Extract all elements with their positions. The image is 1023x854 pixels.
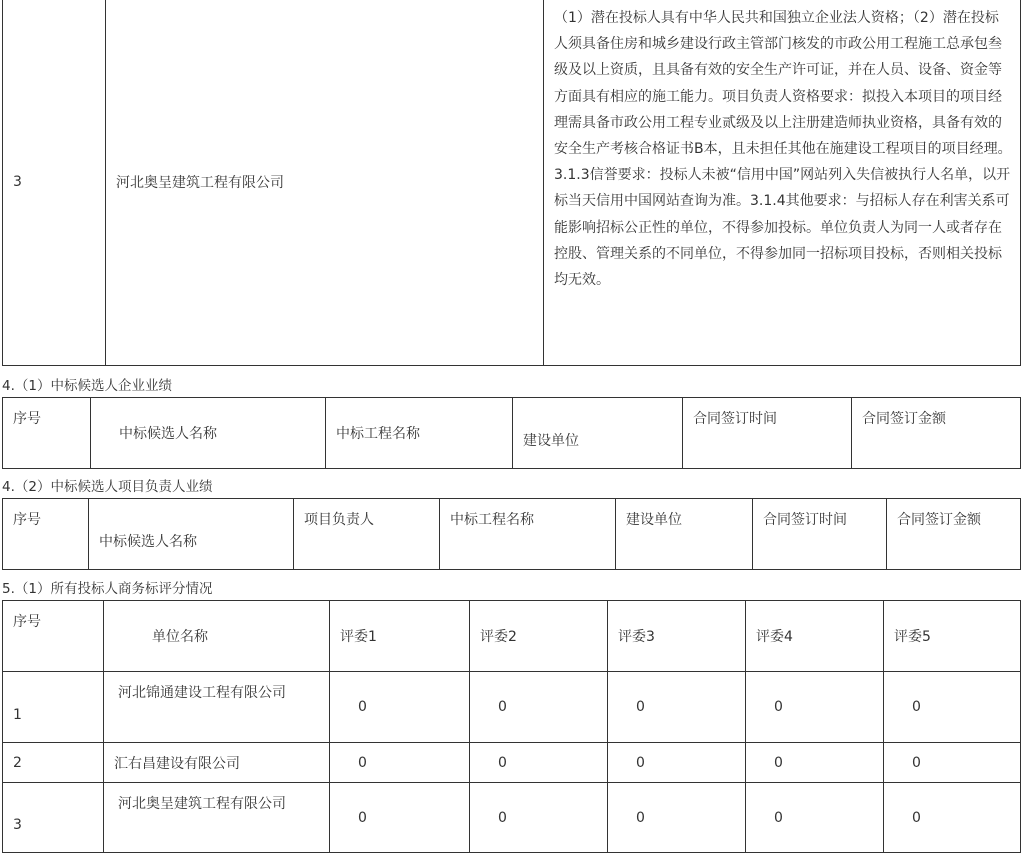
table-row (3, 0, 1021, 366)
table-row (3, 743, 1021, 783)
header-cell: 评委5 (884, 601, 1021, 672)
row-index: 1 (3, 672, 104, 743)
header-cell: 合同签订金额 (852, 398, 1021, 469)
header-cell: 项目负责人 (294, 499, 440, 570)
score-cell: 0 (884, 743, 1021, 783)
manager-performance-table (2, 498, 1021, 570)
header-cell: 评委2 (470, 601, 608, 672)
table-header-row (3, 398, 1021, 469)
header-cell: 中标工程名称 (326, 398, 513, 469)
score-cell: 0 (608, 743, 746, 783)
company-name: 河北奥呈建筑工程有限公司 (106, 0, 544, 366)
header-cell: 中标候选人名称 (89, 499, 294, 570)
company-name: 汇右昌建设有限公司 (104, 743, 330, 783)
row-index: 3 (3, 783, 104, 853)
header-cell: 合同签订金额 (887, 499, 1021, 570)
qualification-table (2, 0, 1021, 366)
header-cell: 合同签订时间 (753, 499, 887, 570)
header-cell: 评委4 (746, 601, 884, 672)
header-cell: 评委3 (608, 601, 746, 672)
score-cell: 0 (470, 783, 608, 853)
score-cell: 0 (470, 743, 608, 783)
score-cell: 0 (608, 783, 746, 853)
score-cell: 0 (884, 783, 1021, 853)
score-cell: 0 (330, 743, 470, 783)
table-header-row (3, 499, 1021, 570)
score-cell: 0 (330, 783, 470, 853)
header-cell: 中标工程名称 (440, 499, 616, 570)
score-cell: 0 (746, 672, 884, 743)
company-name: 河北奥呈建筑工程有限公司 (104, 783, 330, 853)
business-score-table (2, 600, 1021, 853)
header-cell: 合同签订时间 (683, 398, 852, 469)
qualification-requirements: （1）潜在投标人具有中华人民共和国独立企业法人资格；（2）潜在投标人须具备住房和城乡建设行政主管部门核发的市政公用工程施工总承包叁级及以上资质，且具备有效的安全生产许可证，并在人员、设备、资金等方面具有相应的施工能力。项目负责人资格要求：拟投入本项目的项目经理需具备市政公用工程专业贰级及以上注册建造师执业资格，具备有效的安全生产考核合格证书B本，且未担任其他在施建设工程项目的项目经理。3.1.3信誉要求：投标人未被“信用中国”网站列入失信被执行人名单，以开标当天信用中国网站查询为准。3.1.4其他要求：与招标人存在利害关系可能影响招标公正性的单位，不得参加投标。单位负责人为同一人或者存在控股、管理关系的不同单位，不得参加同一招标项目投标，否则相关投标均无效。 (544, 0, 1021, 366)
table-row (3, 672, 1021, 743)
header-cell: 建设单位 (513, 398, 683, 469)
section-title-5-1: 5.（1）所有投标人商务标评分情况 (2, 581, 213, 597)
score-cell: 0 (470, 672, 608, 743)
header-cell: 评委1 (330, 601, 470, 672)
score-cell: 0 (746, 783, 884, 853)
score-cell: 0 (884, 672, 1021, 743)
table-row (3, 783, 1021, 853)
header-cell: 中标候选人名称 (91, 398, 326, 469)
section-title-4-2: 4.（2）中标候选人项目负责人业绩 (2, 479, 213, 495)
header-cell: 建设单位 (616, 499, 753, 570)
section-title-4-1: 4.（1）中标候选人企业业绩 (2, 378, 172, 394)
header-cell: 序号 (3, 499, 89, 570)
company-performance-table (2, 397, 1021, 469)
header-cell: 序号 (3, 601, 104, 672)
score-cell: 0 (330, 672, 470, 743)
row-index: 2 (3, 743, 104, 783)
company-name: 河北锦通建设工程有限公司 (104, 672, 330, 743)
header-cell: 单位名称 (104, 601, 330, 672)
score-cell: 0 (608, 672, 746, 743)
row-index: 3 (3, 0, 106, 366)
header-cell: 序号 (3, 398, 91, 469)
score-cell: 0 (746, 743, 884, 783)
table-header-row (3, 601, 1021, 672)
